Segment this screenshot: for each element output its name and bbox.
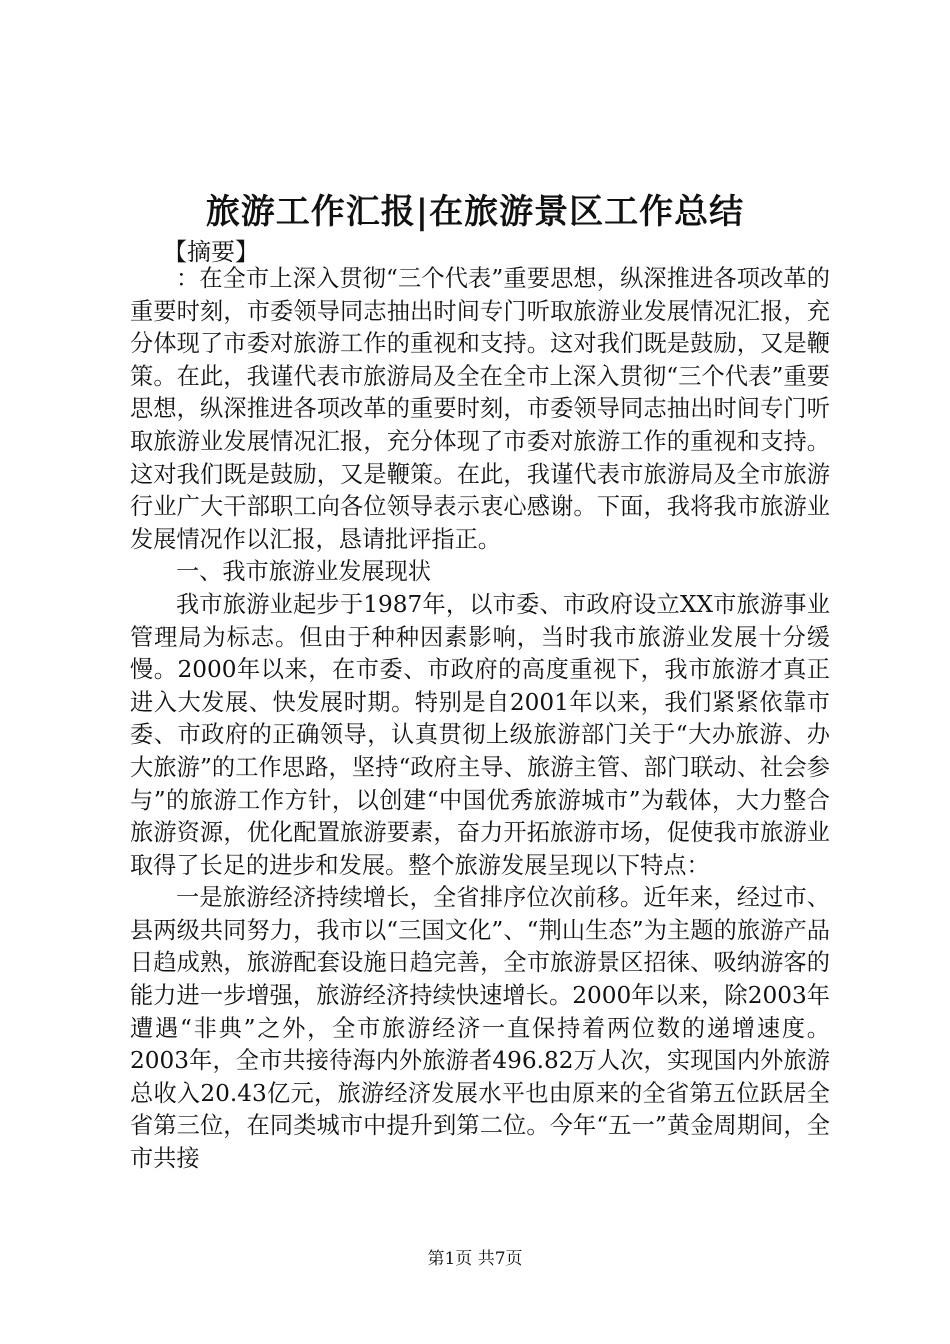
body-paragraph: 我市旅游业起步于1987年，以市委、市政府设立XX市旅游事业管理局为标志。但由于种种因素影响，当时我市旅游业发展十分缓慢。2000年以来，在市委、市政府的高度重视下，我市旅游才真正进入大发展、快发展时期。特别是自2001年以来，我们紧紧依靠市委、市政府的正确领导，认真贯彻上级旅游部门关于“大办旅游、办大旅游”的工作思路，坚持“政府主导、旅游主管、部门联动、社会参与”的旅游工作方针，以创建“中国优秀旅游城市”为载体，大力整合旅游资源，优化配置旅游要素，奋力开拓旅游市场，促使我市旅游业取得了长足的进步和发展。整个旅游发展呈现以下特点： — [130, 590, 830, 879]
body-paragraph: 一是旅游经济持续增长，全省排序位次前移。近年来，经过市、县两级共同努力，我市以“三国文化”、“荆山生态”为主题的旅游产品日趋成熟，旅游配套设施日趋完善，全市旅游景区招徕、吸纳游客的能力进一步增强，旅游经济持续快速增长。2000年以来，除2003年遭遇“非典”之外，全市旅游经济一直保持着两位数的递增速度。2003年，全市共接待海内外旅游者496.82万人次，实现国内外旅游总收入20.43亿元，旅游经济发展水平也由原来的全省第五位跃居全省第三位，在同类城市中提升到第二位。今年“五一”黄金周期间，全市共接 — [130, 884, 830, 1173]
section-heading: 一、我市旅游业发展现状 — [176, 558, 432, 586]
page-indicator: 第1页 共7页 — [427, 1249, 523, 1269]
abstract-paragraph: ：在全市上深入贯彻“三个代表”重要思想，纵深推进各项改革的重要时刻，市委领导同志抽出时间专门听取旅游业发展情况汇报，充分体现了市委对旅游工作的重视和支持。这对我们既是鼓励，又是鞭策。在此，我谨代表市旅游局及全在全市上深入贯彻“三个代表”重要思想，纵深推进各项改革的重要时刻，市委领导同志抽出时间专门听取旅游业发展情况汇报，充分体现了市委对旅游工作的重视和支持。这对我们既是鼓励，又是鞭策。在此，我谨代表市旅游局及全市旅游行业广大干部职工向各位领导表示衷心感谢。下面，我将我市旅游业发展情况作以汇报，恳请批评指正。 — [130, 265, 830, 553]
abstract-label: 【摘要】 — [163, 238, 259, 266]
document-title: 旅游工作汇报|在旅游景区工作总结 — [205, 192, 745, 232]
document-body — [130, 263, 830, 1176]
